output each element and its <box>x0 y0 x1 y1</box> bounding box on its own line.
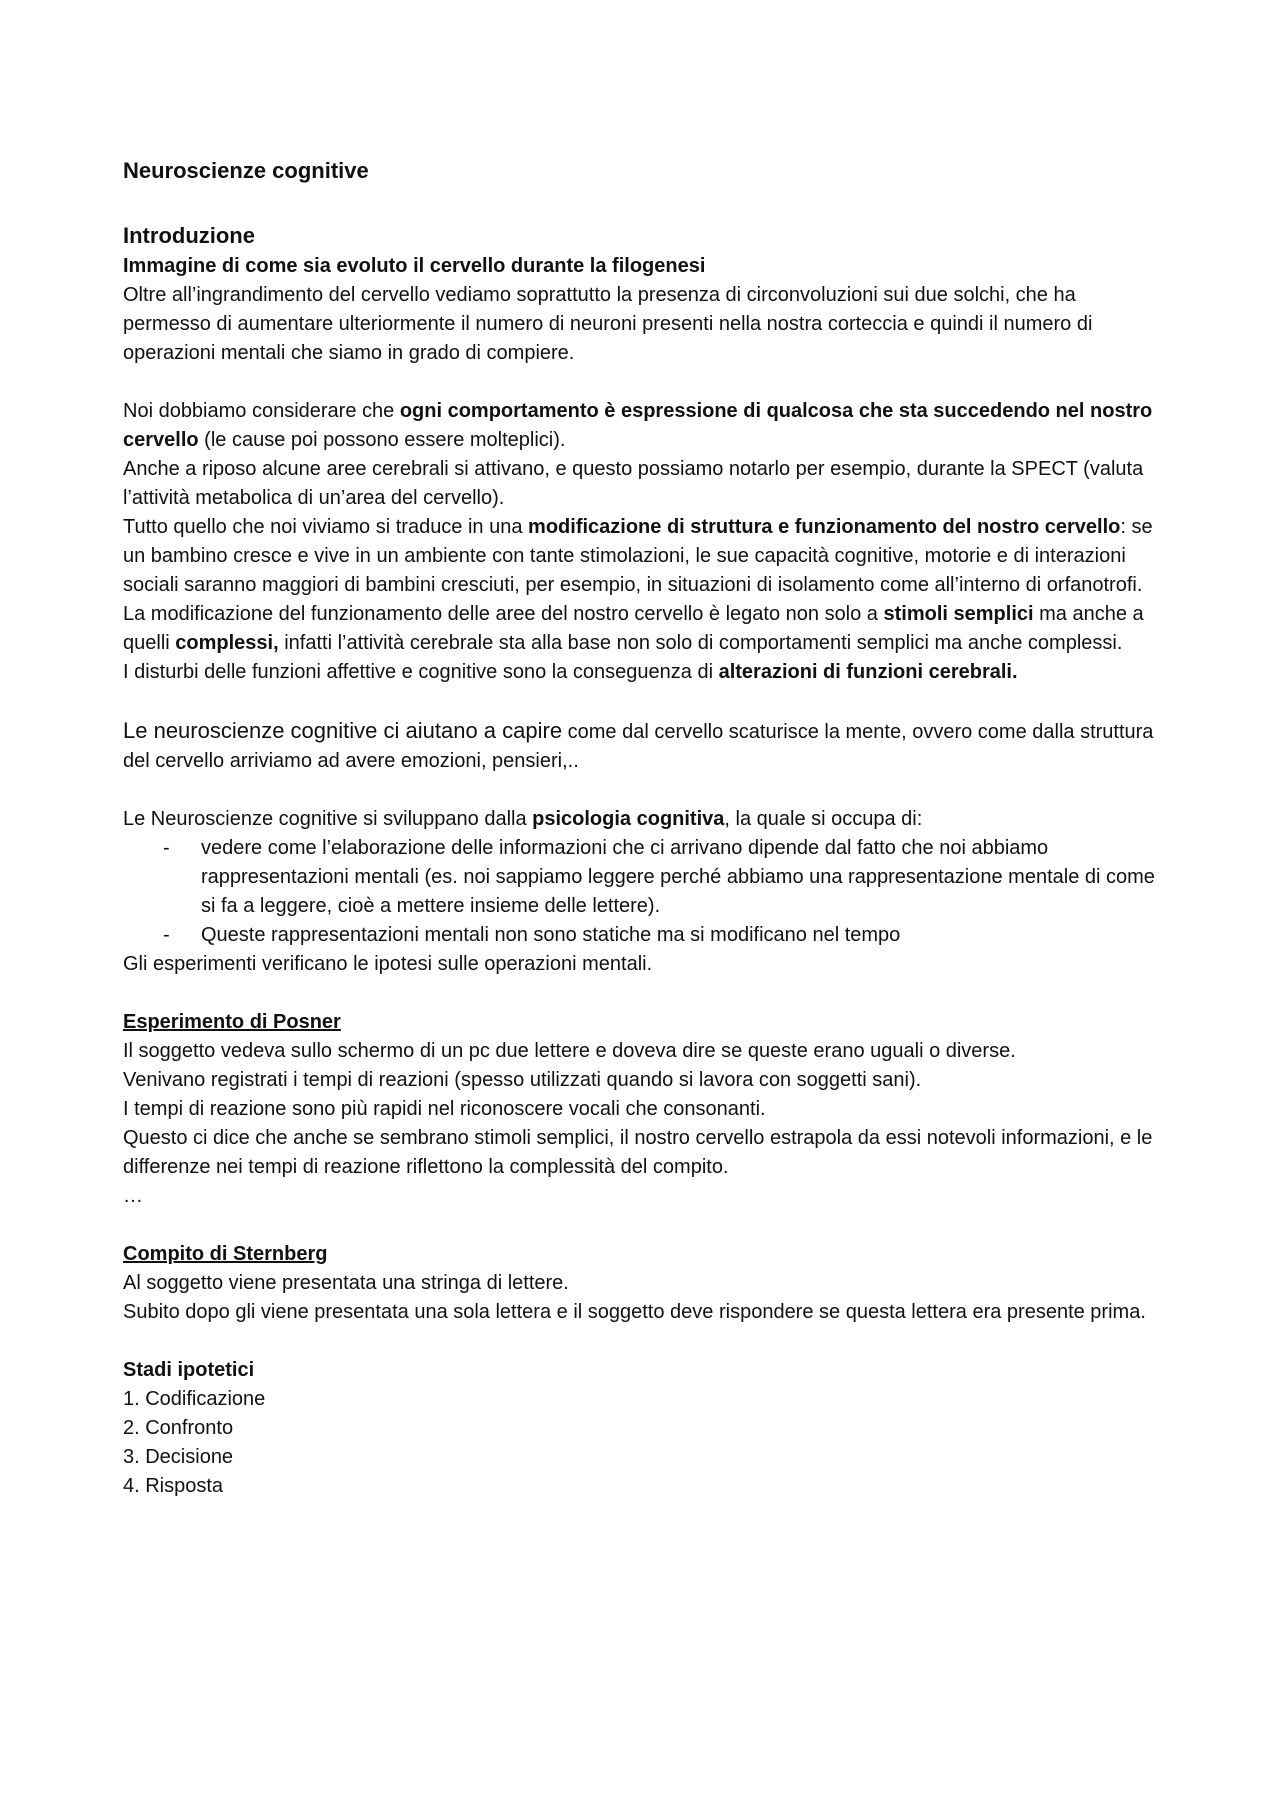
heading-stadi-ipotetici: Stadi ipotetici <box>123 1359 255 1381</box>
list-item: 4. Risposta <box>123 1475 224 1497</box>
paragraph-spect: Anche a riposo alcune aree cerebrali si attivano, e questo possiamo notarlo per esempio, durante la SPECT (valuta l’attività metabolica di un’area del cervello). <box>123 458 1144 509</box>
spacer <box>123 187 1163 220</box>
posner-line: Venivano registrati i tempi di reazioni (spesso utilizzati quando si lavora con soggetti sani). <box>123 1069 922 1091</box>
text-run: Le Neuroscienze cognitive si sviluppano dalla <box>123 808 533 830</box>
document-title: Neuroscienze cognitive <box>123 158 369 183</box>
paragraph-stimoli <box>123 600 1163 658</box>
text-run: Tutto quello che noi viviamo si traduce in una <box>123 516 529 538</box>
paragraph-circonvoluzioni: Oltre all’ingrandimento del cervello vediamo soprattutto la presenza di circonvoluzioni sui due solchi, che ha permesso di aumentare ulteriormente il numero di neuroni presenti nella nostra corteccia e quindi il numero di operazioni mentali che siamo in grado di compiere. <box>123 284 1093 364</box>
dash-list <box>123 834 1163 950</box>
text-run: ma anche a quelli <box>123 603 1144 654</box>
list-item <box>123 921 1163 950</box>
spacer <box>123 368 1163 397</box>
spacer <box>123 979 1163 1008</box>
dash-bullet: - <box>163 837 170 859</box>
list-item: 3. Decisione <box>123 1446 234 1468</box>
large-text-run: Le neuroscienze cognitive ci aiutano a capire <box>123 718 563 743</box>
text-run: I disturbi delle funzioni affettive e cognitive sono la conseguenza di <box>123 661 719 683</box>
bold-run: alterazioni di funzioni cerebrali. <box>718 661 1018 683</box>
text-run: , la quale si occupa di: <box>724 808 923 830</box>
numbered-list <box>123 1385 1163 1501</box>
posner-line: Questo ci dice che anche se sembrano stimoli semplici, il nostro cervello estrapola da essi notevoli informazioni, e le differenze nei tempi di reazione riflettono la complessità del compito. <box>123 1127 1153 1178</box>
document-page <box>123 155 1163 1501</box>
subheading-filogenesi: Immagine di come sia evoluto il cervello durante la filogenesi <box>123 255 706 277</box>
section-heading-introduzione: Introduzione <box>123 223 255 248</box>
text-run: infatti l’attività cerebrale sta alla base non solo di comportamenti semplici ma anche complessi. <box>278 632 1123 654</box>
paragraph-disturbi <box>123 658 1163 687</box>
list-item: 1. Codificazione <box>123 1388 266 1410</box>
list-item: 2. Confronto <box>123 1417 234 1439</box>
heading-posner: Esperimento di Posner <box>123 1011 341 1033</box>
list-item-text: vedere come l’elaborazione delle informazioni che ci arrivano dipende dal fatto che noi abbiamo rappresentazioni mentali (es. noi sappiamo leggere perché abbiamo una rappresentazione mentale di come si fa a leggere, cioè a mettere insieme delle lettere). <box>201 837 1155 917</box>
dash-bullet: - <box>163 924 170 946</box>
text-run: (le cause poi possono essere molteplici). <box>198 429 566 451</box>
text-run: come dal cervello scaturisce la mente, ovvero come dalla struttura del cervello arriviamo ad avere emozioni, pensieri,.. <box>123 721 1154 772</box>
bold-run: stimoli semplici <box>883 603 1034 625</box>
paragraph-esperimenti: Gli esperimenti verificano le ipotesi sulle operazioni mentali. <box>123 953 653 975</box>
list-item-text: Queste rappresentazioni mentali non sono statiche ma si modificano nel tempo <box>201 924 901 946</box>
text-run: La modificazione del funzionamento delle aree del nostro cervello è legato non solo a <box>123 603 884 625</box>
bold-run: ogni comportamento è espressione di qualcosa che sta succedendo nel nostro cervello <box>123 400 1153 451</box>
spacer <box>123 687 1163 716</box>
list-item <box>123 834 1163 921</box>
spacer <box>123 776 1163 805</box>
bold-run: psicologia cognitiva <box>532 808 725 830</box>
bold-run: complessi, <box>175 632 279 654</box>
posner-line: Il soggetto vedeva sullo schermo di un pc due lettere e doveva dire se queste erano uguali o diverse. <box>123 1040 1016 1062</box>
paragraph-mente <box>123 716 1163 776</box>
paragraph-modificazione <box>123 513 1163 600</box>
spacer <box>123 1327 1163 1356</box>
posner-line: I tempi di reazione sono più rapidi nel riconoscere vocali che consonanti. <box>123 1098 766 1120</box>
spacer <box>123 1211 1163 1240</box>
paragraph-comportamento <box>123 397 1163 455</box>
text-run: Noi dobbiamo considerare che <box>123 400 400 422</box>
text-run: : se un bambino cresce e vive in un ambiente con tante stimolazioni, le sue capacità cognitive, motorie e di interazioni sociali saranno maggiori di bambini cresciuti, per esempio, in situazioni di isolamento come all’interno di orfanotrofi. <box>123 516 1153 596</box>
bold-run: modificazione di struttura e funzionamento del nostro cervello <box>528 516 1121 538</box>
paragraph-psicologia-cognitiva <box>123 805 1163 834</box>
posner-ellipsis: … <box>123 1185 143 1207</box>
sternberg-line: Al soggetto viene presentata una stringa di lettere. <box>123 1272 569 1294</box>
sternberg-line: Subito dopo gli viene presentata una sola lettera e il soggetto deve rispondere se questa lettera era presente prima. <box>123 1301 1146 1323</box>
heading-sternberg: Compito di Sternberg <box>123 1243 328 1265</box>
